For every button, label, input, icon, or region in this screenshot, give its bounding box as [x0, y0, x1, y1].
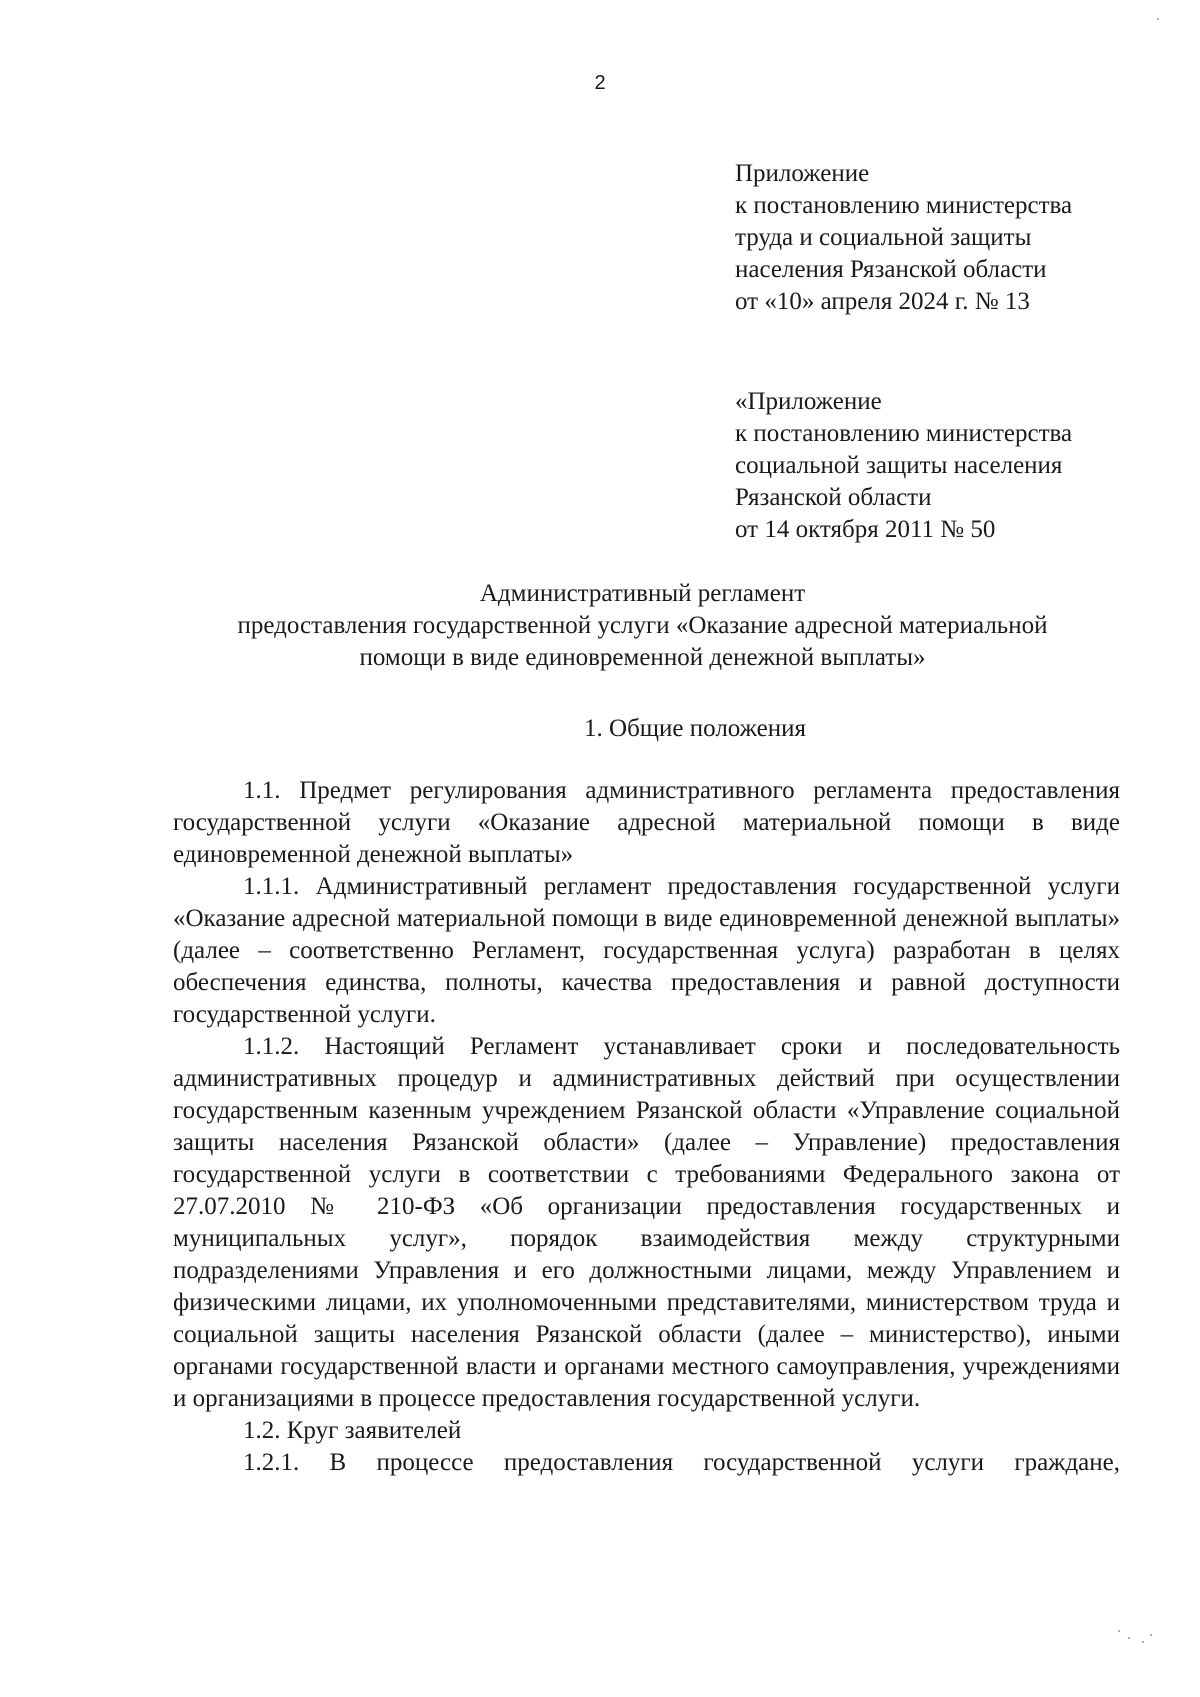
annex-line: социальной защиты населения [735, 452, 1063, 479]
section-heading: 1. Общие положения [584, 715, 806, 742]
paragraph-1-2-1: 1.2.1. В процессе предоставления государственной услуги граждане, [243, 1449, 1120, 1476]
scan-artifact [1157, 18, 1159, 20]
annex-line: Приложение [735, 160, 870, 187]
paragraph-1-1-2: 1.1.2. Настоящий Регламент устанавливает сроки и последовательность административных процедур и административных действий при осуществлении государственным казенным учреждением Рязанской области «Управление социальной защиты населения Рязанской области» (далее – Управление) предоставления государственной услуги в соответствии с требованиями Федерального закона от 27.07.2010 № 210-ФЗ «Об организации предоставления государственных и муниципальных услуг», порядок взаимодействия между структурными подразделениями Управления и его должностными лицами, между Управлением и физическими лицами, их уполномоченными представителями, министерством труда и социальной защиты населения Рязанской области (далее – министерство), иными органами государственной власти и органами местного самоуправления, учреждениями и организациями в процессе предоставления государственной услуги. [173, 1033, 1120, 1412]
annex-line: «Приложение [735, 388, 882, 415]
annex-line: к постановлению министерства [735, 192, 1073, 219]
annex-line: к постановлению министерства [735, 420, 1073, 447]
page-number: 2 [594, 72, 606, 94]
title-line: Административный регламент [479, 580, 806, 607]
scan-artifact [1142, 1641, 1144, 1643]
scan-artifact [1150, 1634, 1152, 1636]
title-line: помощи в виде единовременной денежной выплаты» [359, 644, 926, 671]
annex-line: от «10» апреля 2024 г. № 13 [735, 288, 1030, 315]
paragraph-1-1: 1.1. Предмет регулирования административного регламента предоставления государственной услуги «Оказание адресной материальной помощи в виде единовременной денежной выплаты» [173, 777, 1120, 868]
title-line: предоставления государственной услуги «Оказание адресной материальной [237, 612, 1048, 639]
annex-line: населения Рязанской области [735, 256, 1047, 283]
scan-artifact [1128, 1637, 1130, 1639]
body-text [173, 775, 1120, 1479]
annex-line: от 14 октября 2011 № 50 [735, 516, 996, 543]
annex-header-current [735, 158, 1072, 318]
annex-line: Рязанской области [735, 484, 932, 511]
annex-header-original [735, 386, 1072, 546]
scan-artifact [1118, 1630, 1120, 1632]
paragraph-1-1-1: 1.1.1. Административный регламент предоставления государственной услуги «Оказание адресной материальной помощи в виде единовременной денежной выплаты» (далее – соответственно Регламент, государственная услуга) разработан в целях обеспечения единства, полноты, качества предоставления и равной доступности государственной услуги. [173, 873, 1120, 1028]
annex-line: труда и социальной защиты [735, 224, 1032, 251]
document-title [170, 578, 1115, 674]
paragraph-1-2: 1.2. Круг заявителей [243, 1417, 462, 1444]
